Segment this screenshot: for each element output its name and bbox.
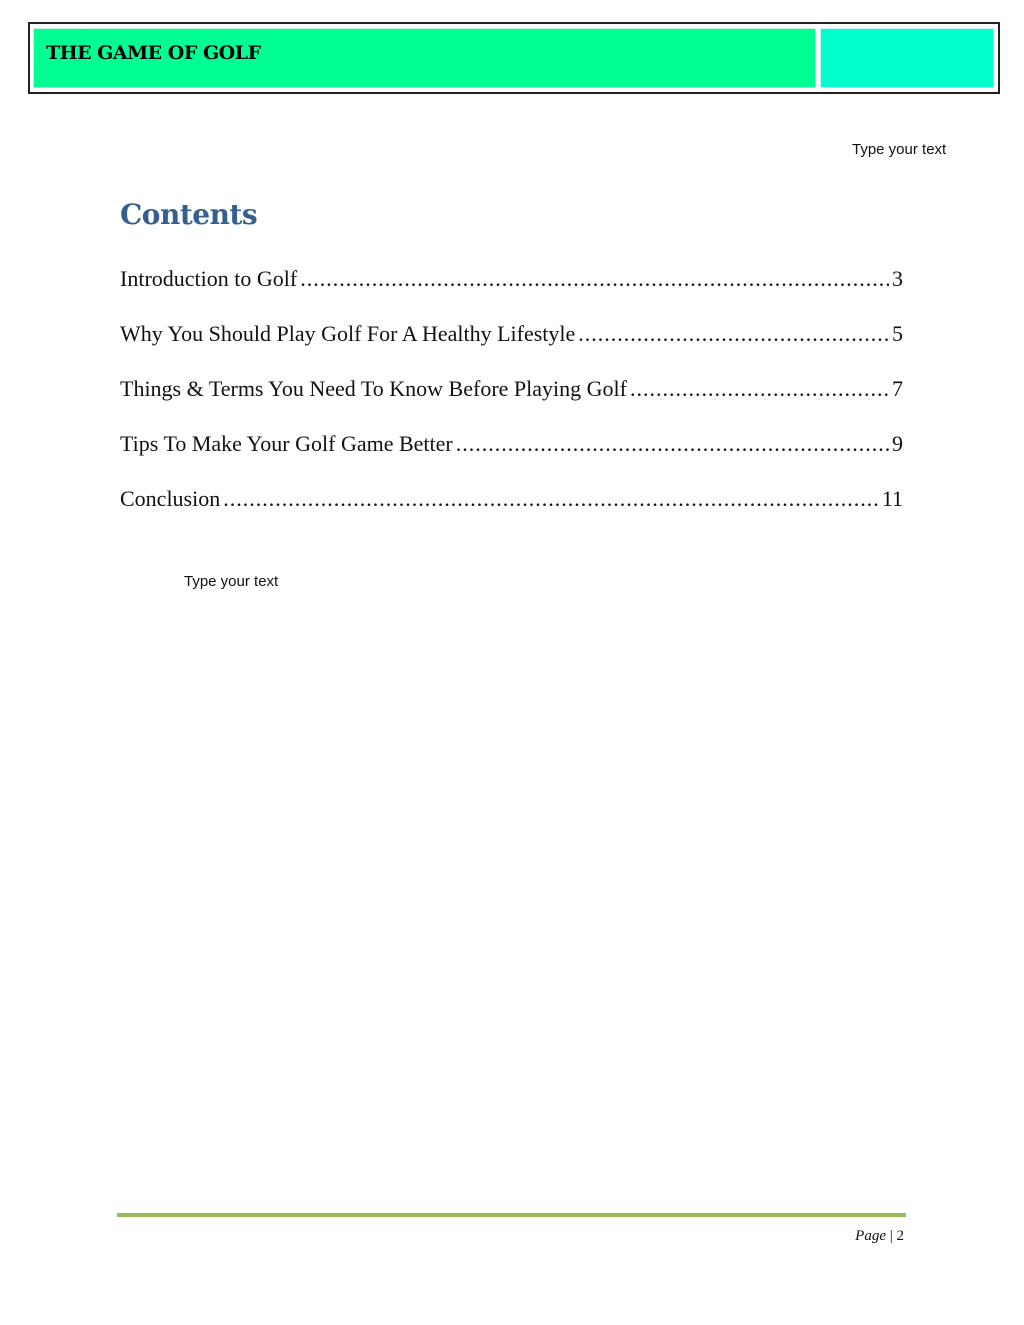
- toc-dot-leader: [223, 486, 879, 512]
- toc-entry-page: 5: [892, 321, 903, 346]
- toc-entry-page: 9: [892, 431, 903, 456]
- toc-dot-leader: [456, 431, 889, 457]
- toc-entry-introduction[interactable]: [120, 266, 903, 321]
- page-number-value: 2: [896, 1228, 904, 1244]
- page-number: [855, 1228, 904, 1245]
- body-text-placeholder[interactable]: Type your text: [184, 573, 279, 590]
- toc-dot-leader: [578, 321, 889, 347]
- document-title: THE GAME OF GOLF: [46, 42, 261, 64]
- contents-heading: Contents: [120, 198, 258, 231]
- header-title-bar: [33, 28, 816, 88]
- toc-entry-page: 3: [892, 266, 903, 291]
- toc-entry-title: Introduction to Golf: [120, 266, 298, 291]
- toc-dot-leader: [630, 376, 889, 402]
- toc-entry-conclusion[interactable]: [120, 486, 903, 541]
- toc-entry-title: Things & Terms You Need To Know Before Playing Golf: [120, 376, 627, 401]
- toc-entry-healthy-lifestyle[interactable]: [120, 321, 903, 376]
- footer-rule: [117, 1213, 906, 1217]
- header-text-placeholder[interactable]: Type your text: [852, 141, 947, 158]
- toc-entry-page: 7: [892, 376, 903, 401]
- toc-entry-title: Conclusion: [120, 486, 221, 511]
- page-label: Page: [855, 1228, 886, 1244]
- toc-entry-tips[interactable]: [120, 431, 903, 486]
- table-of-contents: [120, 266, 903, 541]
- toc-dot-leader: [300, 266, 889, 292]
- toc-entry-title: Why You Should Play Golf For A Healthy Lifestyle: [120, 321, 576, 346]
- page-header: [28, 22, 1000, 94]
- page-separator: |: [889, 1228, 893, 1244]
- toc-entry-page: 11: [881, 486, 903, 511]
- toc-entry-title: Tips To Make Your Golf Game Better: [120, 431, 453, 456]
- header-accent-block: [820, 28, 994, 88]
- toc-entry-things-and-terms[interactable]: [120, 376, 903, 431]
